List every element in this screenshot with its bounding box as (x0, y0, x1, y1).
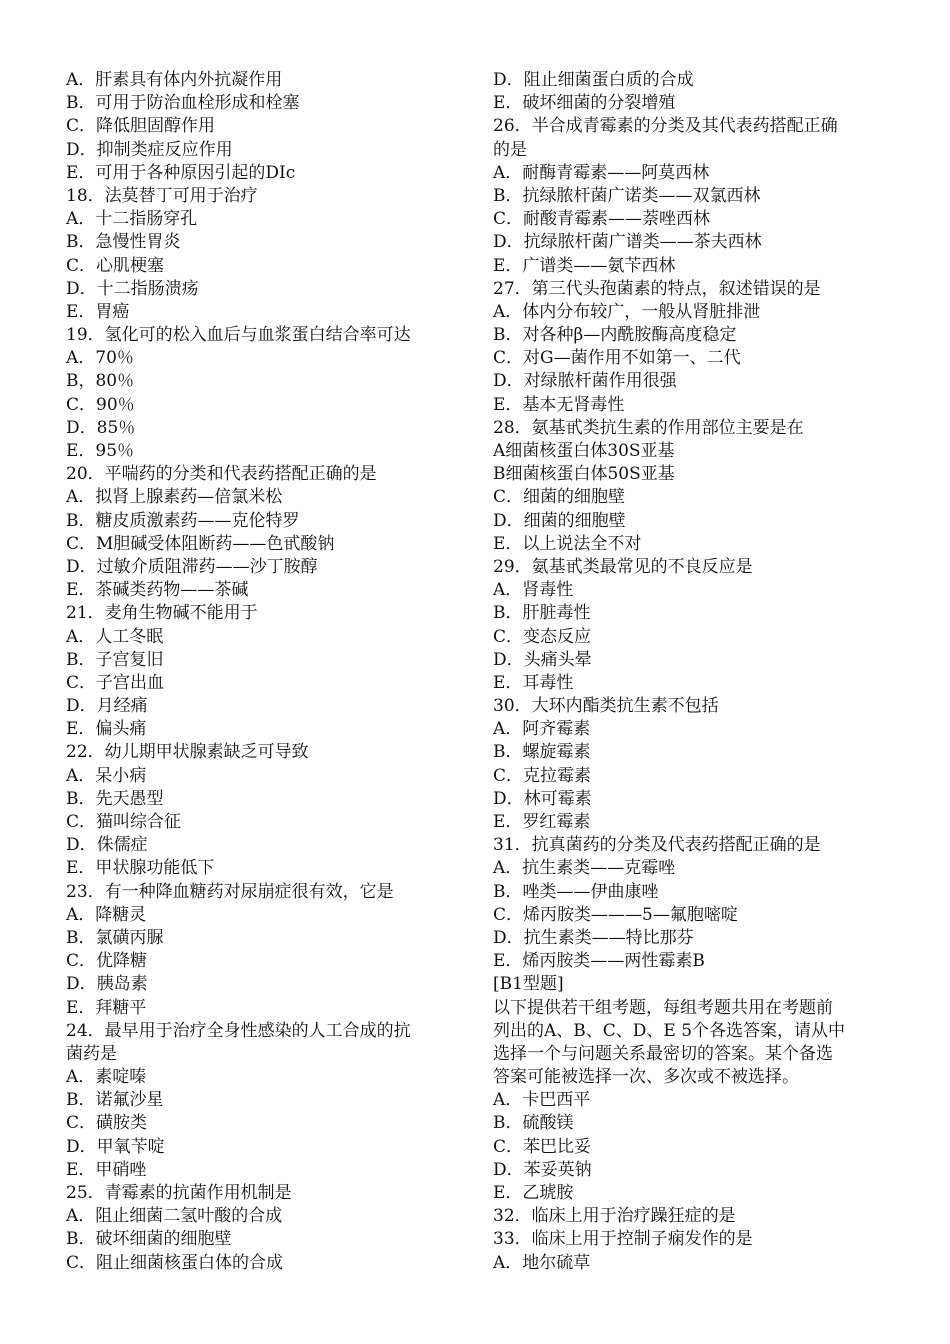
text-line: 以下提供若干组考题，每组考题共用在考题前 (493, 997, 833, 1018)
text-line: A．十二指肠穿孔 (66, 209, 198, 230)
text-line: A．呆小病 (66, 765, 147, 786)
text-line: A．抗生素类——克霉唑 (493, 858, 676, 879)
text-line: E．95％ (66, 441, 135, 461)
text-line: 24．最早用于治疗全身性感染的人工合成的抗 (66, 1020, 411, 1041)
text-line: 30．大环内酯类抗生素不包括 (493, 696, 719, 717)
text-line: 21．麦角生物碱不能用于 (66, 603, 258, 624)
text-line: D．苯妥英钠 (493, 1159, 592, 1180)
right-column (493, 69, 888, 1275)
text-line: C．烯丙胺类———5—氟胞嘧啶 (493, 904, 738, 925)
text-line: B．螺旋霉素 (493, 742, 591, 763)
text-line: 28．氨基甙类抗生素的作用部位主要是在 (493, 417, 804, 438)
text-line: 27．第三代头孢菌素的特点，叙述错误的是 (493, 278, 821, 299)
text-line: B．糖皮质激素药——克伦特罗 (66, 510, 300, 531)
text-line: 菌药是 (66, 1043, 117, 1064)
text-line: C．苯巴比妥 (493, 1136, 592, 1157)
text-line: E．耳毒性 (493, 672, 574, 693)
text-line: B．子宫复旧 (66, 649, 164, 670)
text-line: A．地尔硫草 (493, 1252, 591, 1273)
text-line: E．偏头痛 (66, 719, 147, 740)
text-line: E．拜糖平 (66, 997, 147, 1018)
text-line: 23．有一种降血糖药对尿崩症很有效，它是 (66, 881, 394, 902)
text-line: A．70％ (66, 348, 134, 369)
text-line: [B1型题] (493, 974, 564, 995)
text-line: D．甲氧苄啶 (66, 1136, 165, 1157)
text-line: 答案可能被选择一次、多次或不被选择。 (493, 1067, 799, 1088)
text-line: E．甲状腺功能低下 (66, 858, 215, 879)
text-line: C．耐酸青霉素——萘唑西林 (493, 209, 711, 230)
text-line: E．甲硝唑 (66, 1159, 147, 1180)
text-line: E．胃癌 (66, 301, 130, 322)
text-line: A．素啶嗪 (66, 1067, 147, 1088)
text-line: 33．临床上用于控制子痫发作的是 (493, 1229, 753, 1250)
text-line: D．胰岛素 (66, 974, 148, 995)
text-line: E．烯丙胺类——两性霉素B (493, 951, 705, 972)
text-line: D．阻止细菌蛋白质的合成 (493, 70, 694, 90)
text-line: 32．临床上用于治疗躁狂症的是 (493, 1206, 736, 1227)
text-line: D．林可霉素 (493, 788, 592, 809)
text-line: 29．氨基甙类最常见的不良反应是 (493, 556, 753, 577)
text-line: B．先天愚型 (66, 788, 164, 809)
text-line: E．乙琥胺 (493, 1183, 574, 1203)
text-line: D．月经痛 (66, 696, 148, 717)
text-line: B．急慢性胃炎 (66, 232, 181, 253)
text-line: D．细菌的细胞壁 (493, 510, 626, 531)
text-line: B．对各种β—内酰胺酶高度稳定 (493, 325, 737, 346)
text-line: C．90％ (66, 394, 135, 415)
text-line: 26．半合成青霉素的分类及其代表药搭配正确 (493, 116, 838, 137)
text-line: A．人工冬眠 (66, 626, 164, 647)
text-line: E．广谱类——氨苄西林 (493, 255, 676, 276)
text-line: E．以上说法全不对 (493, 533, 642, 554)
left-column (66, 69, 466, 1275)
text-line: B．硫酸镁 (493, 1113, 574, 1134)
text-line: C．对G—菌作用不如第一、二代 (493, 348, 741, 369)
text-line: A．体内分布较广，一般从肾脏排泄 (493, 301, 761, 322)
text-line: A．肾毒性 (493, 580, 574, 601)
text-line: A．降糖灵 (66, 904, 147, 925)
text-line: D．侏儒症 (66, 835, 148, 856)
text-line: 列出的A、B、C、D、E 5个各选答案，请从中 (493, 1020, 846, 1041)
text-line: B，80％ (66, 371, 135, 392)
text-line: 20．平喘药的分类和代表药搭配正确的是 (66, 464, 377, 485)
text-line: B．可用于防治血栓形成和栓塞 (66, 93, 300, 114)
text-line: A细菌核蛋白体30S亚基 (493, 441, 675, 461)
text-line: C．克拉霉素 (493, 765, 592, 786)
text-line: A．阻止细菌二氢叶酸的合成 (66, 1206, 283, 1227)
text-line: C．细菌的细胞壁 (493, 487, 626, 508)
text-line: D．对绿脓杆菌作用很强 (493, 371, 677, 392)
text-line: A．卡巴西平 (493, 1090, 591, 1111)
text-line: C．磺胺类 (66, 1113, 148, 1134)
text-line: C．变态反应 (493, 626, 592, 647)
text-line: E．破坏细菌的分裂增殖 (493, 93, 676, 114)
text-line: C．子宫出血 (66, 672, 165, 693)
text-line: 的是 (493, 139, 527, 160)
text-line: D．85％ (66, 417, 136, 438)
text-line: E．基本无肾毒性 (493, 394, 625, 415)
text-line: 22．幼儿期甲状腺素缺乏可导致 (66, 742, 309, 763)
text-line: B．抗绿脓杆菌广诺类——双氯西林 (493, 185, 761, 206)
text-line: A．肝素具有体内外抗凝作用 (66, 70, 283, 90)
text-line: E．可用于各种原因引起的DIc (66, 162, 296, 183)
text-line: D．十二指肠溃疡 (66, 278, 199, 299)
text-line: A．耐酶青霉素——阿莫西林 (493, 162, 710, 183)
text-line: 31．抗真菌药的分类及代表药搭配正确的是 (493, 835, 821, 856)
text-line: C．优降糖 (66, 951, 148, 972)
text-line: D．抗生素类——特比那芬 (493, 927, 694, 948)
text-line: D．头痛头晕 (493, 649, 592, 670)
text-line: B．唑类——伊曲康唑 (493, 881, 659, 902)
text-line: C．降低胆固醇作用 (66, 116, 216, 137)
text-line: C．阻止细菌核蛋白体的合成 (66, 1252, 284, 1273)
text-line: 19．氢化可的松入血后与血浆蛋白结合率可达 (66, 325, 411, 346)
text-line: D．过敏介质阻滞药——沙丁胺醇 (66, 556, 318, 577)
text-line: D．抑制类症反应作用 (66, 139, 233, 160)
text-line: C．M胆碱受体阻断药——色甙酸钠 (66, 533, 335, 554)
text-line: 25．青霉素的抗菌作用机制是 (66, 1183, 292, 1203)
text-line: D．抗绿脓杆菌广谱类——茶夫西林 (493, 232, 762, 253)
text-line: A．阿齐霉素 (493, 719, 591, 740)
text-line: 选择一个与问题关系最密切的答案。某个备选 (493, 1043, 833, 1064)
text-line: E．茶碱类药物——茶碱 (66, 580, 249, 601)
text-line: B．肝脏毒性 (493, 603, 591, 624)
text-line: C．心肌梗塞 (66, 255, 165, 276)
text-line: A．拟肾上腺素药—倍氯米松 (66, 487, 283, 508)
text-line: B细菌核蛋白体50S亚基 (493, 464, 675, 485)
text-line: B．氯磺丙脲 (66, 927, 164, 948)
text-line: E．罗红霉素 (493, 812, 591, 832)
text-line: B．诺氟沙星 (66, 1090, 164, 1111)
text-line: B．破坏细菌的细胞壁 (66, 1229, 232, 1250)
text-line: C．猫叫综合征 (66, 812, 182, 832)
text-line: 18．法莫替丁可用于治疗 (66, 185, 258, 206)
